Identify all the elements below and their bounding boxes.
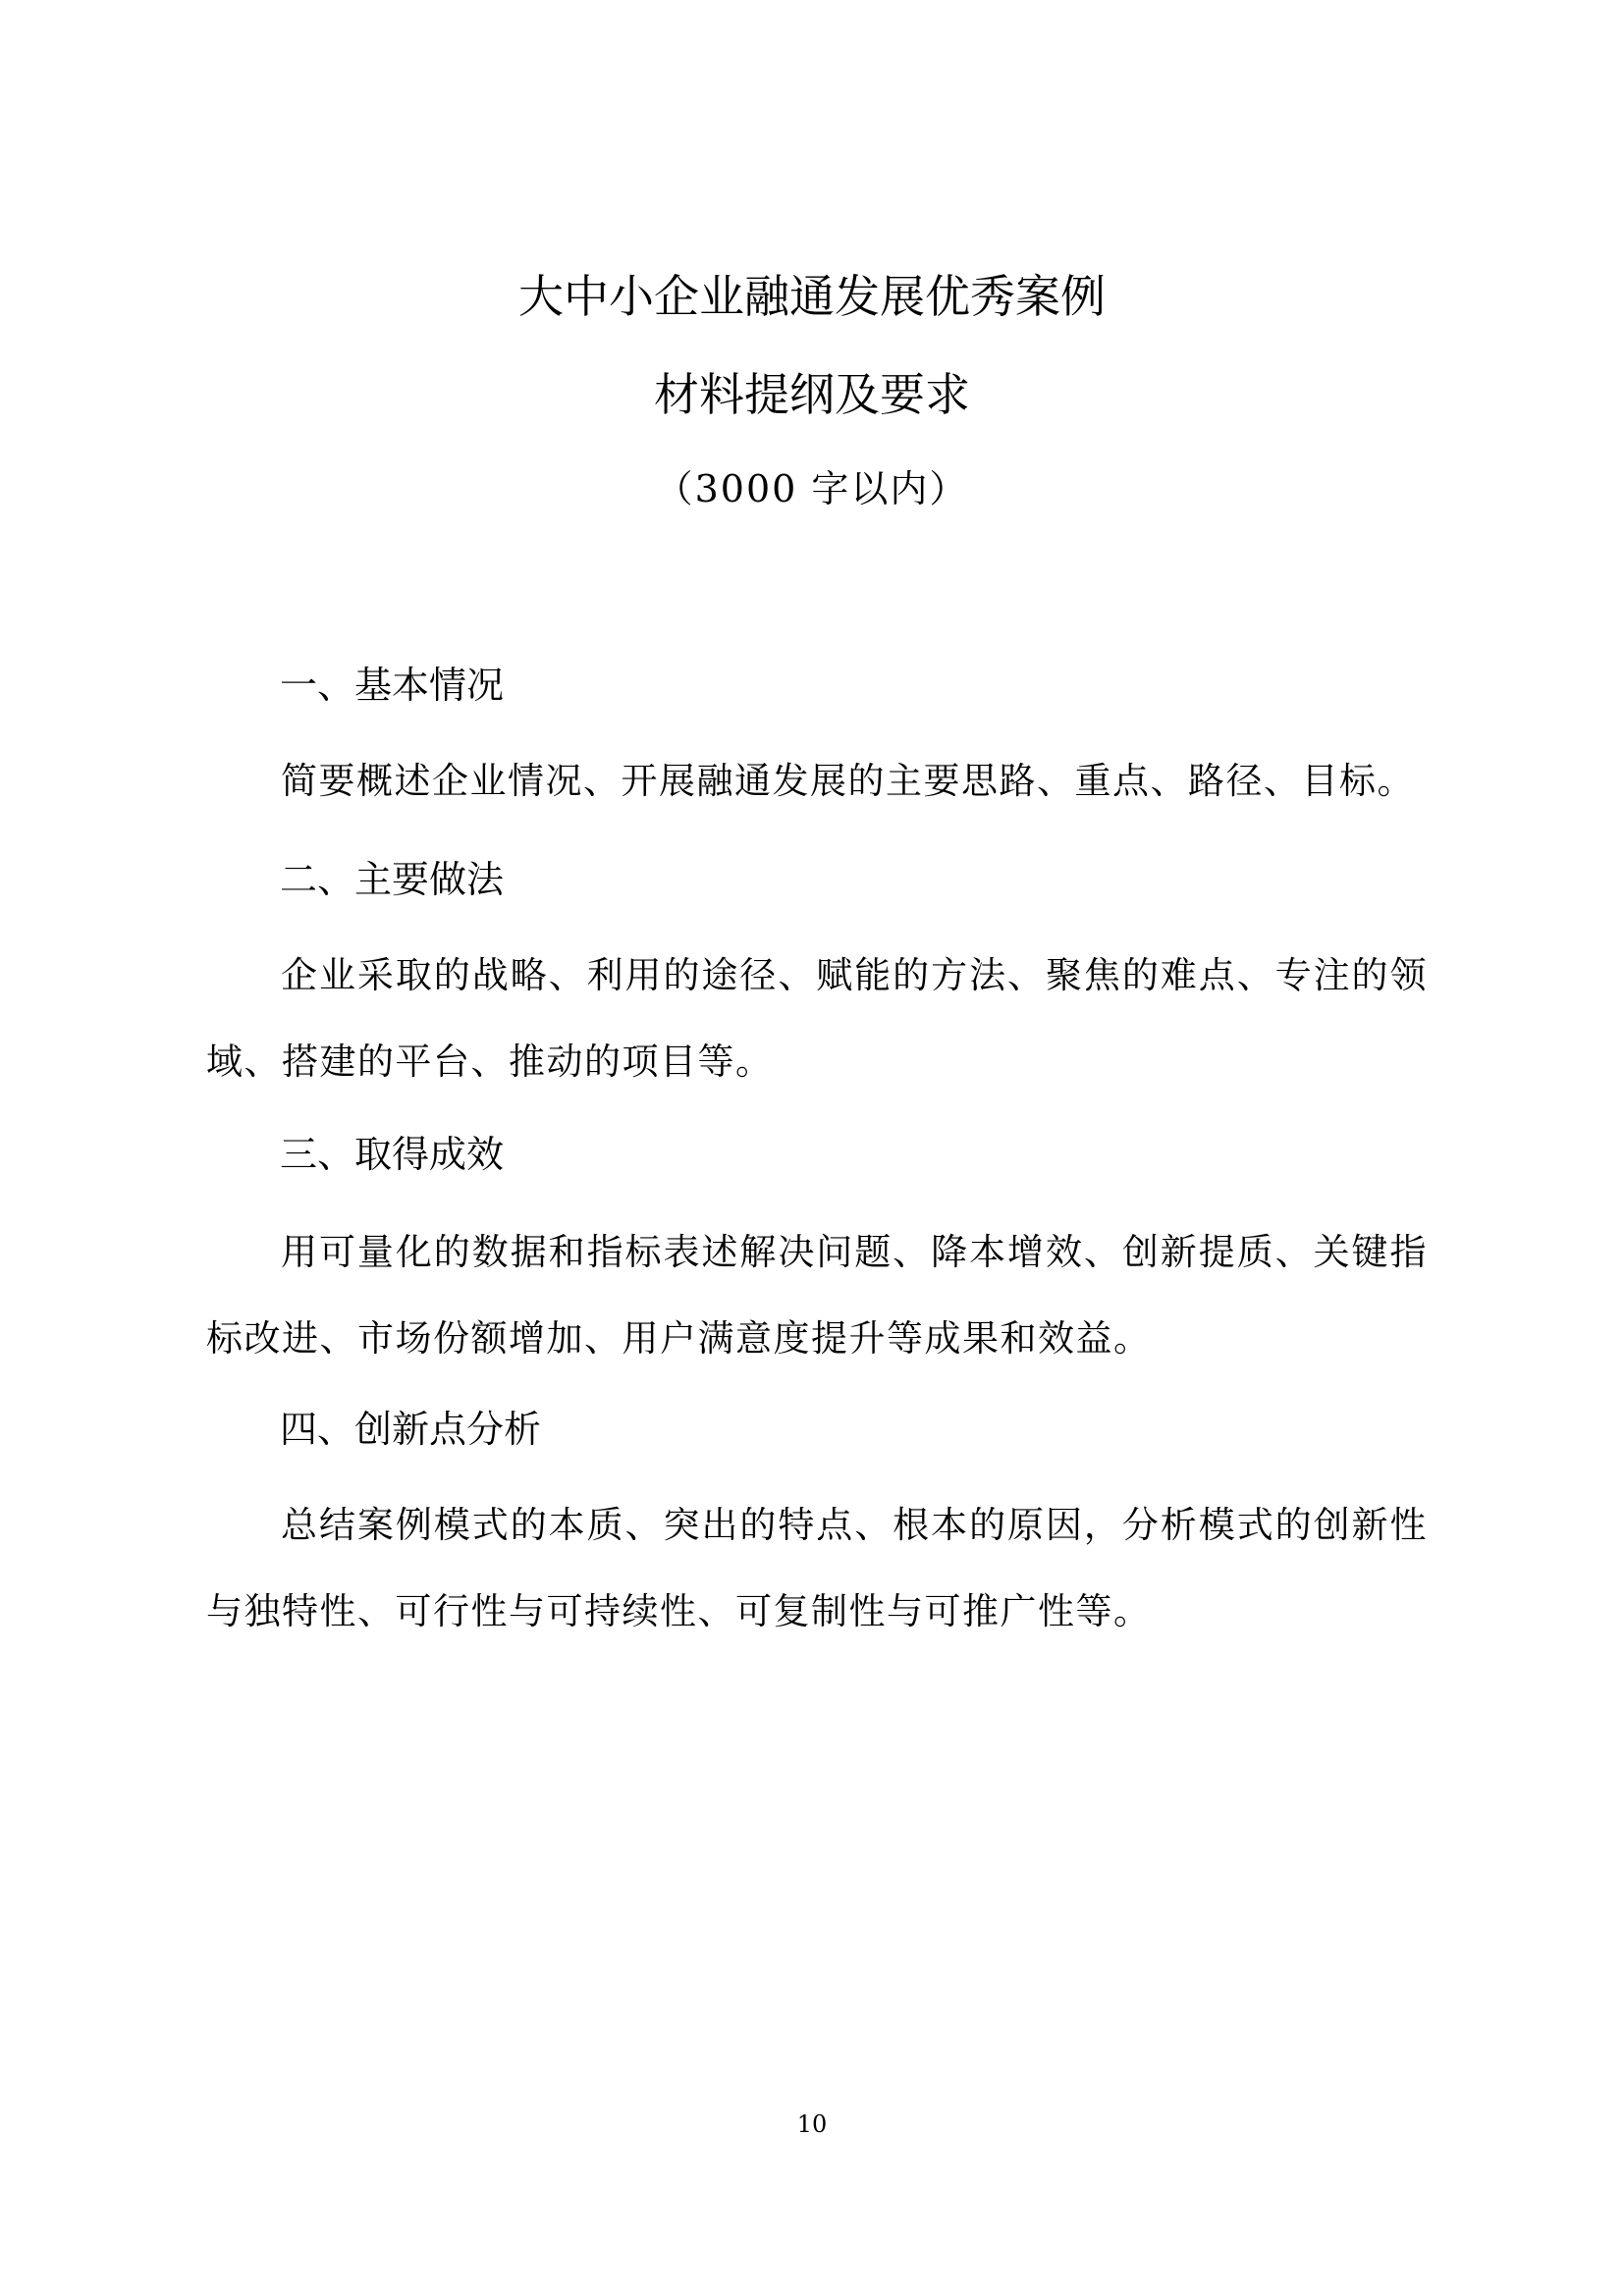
page-number: 10: [796, 2110, 828, 2138]
section-heading-basic-info: 一、基本情况: [280, 664, 505, 707]
document-title: 大中小企业融通发展优秀案例: [518, 270, 1106, 323]
section-body-innovation-analysis: 总结案例模式的本质、突出的特点、根本的原因，分析模式的创新性与独特性、可行性与可持续性、可复制性与可推广性等。: [206, 1504, 1428, 1632]
section-body-main-practices: 企业采取的战略、利用的途径、赋能的方法、聚焦的难点、专注的领域、搭建的平台、推动的项目等。: [206, 954, 1428, 1083]
document-subtitle: 材料提纲及要求: [654, 368, 970, 421]
section-heading-results: 三、取得成效: [280, 1133, 505, 1176]
section-heading-main-practices: 二、主要做法: [280, 858, 505, 901]
length-note: （3000 字以内）: [655, 467, 969, 510]
section-body-results: 用可量化的数据和指标表述解决问题、降本增效、创新提质、关键指标改进、市场份额增加、用户满意度提升等成果和效益。: [206, 1231, 1428, 1360]
section-body-basic-info: 简要概述企业情况、开展融通发展的主要思路、重点、路径、目标。: [281, 760, 1415, 802]
section-heading-innovation-analysis: 四、创新点分析: [280, 1408, 542, 1451]
